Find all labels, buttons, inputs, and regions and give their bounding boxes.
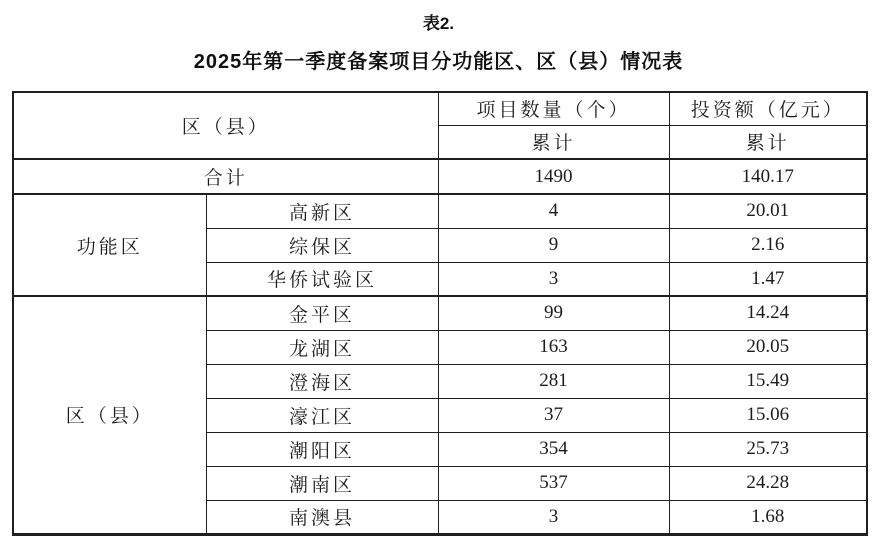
header-row-1 bbox=[13, 92, 867, 125]
projects-count-cell: 163 bbox=[438, 330, 669, 364]
page-title: 2025年第一季度备案项目分功能区、区（县）情况表 bbox=[193, 51, 684, 73]
total-projects-cell: 1490 bbox=[438, 159, 669, 194]
investment-amount-cell: 15.49 bbox=[669, 364, 867, 398]
district-name-cell: 龙湖区 bbox=[206, 330, 438, 364]
projects-count-cell: 9 bbox=[438, 228, 669, 262]
district-name-cell: 华侨试验区 bbox=[206, 262, 438, 296]
investment-amount-cell: 15.06 bbox=[669, 398, 867, 432]
projects-count-cell: 3 bbox=[438, 262, 669, 296]
investment-amount-cell: 20.05 bbox=[669, 330, 867, 364]
cumulative-subheader-cell: 累计 bbox=[438, 125, 669, 159]
projects-count-cell: 354 bbox=[438, 432, 669, 466]
district-name-cell: 高新区 bbox=[206, 194, 438, 228]
statistics-table bbox=[12, 91, 868, 536]
investment-amount-cell: 2.16 bbox=[669, 228, 867, 262]
projects-count-cell: 3 bbox=[438, 500, 669, 534]
total-label-cell: 合计 bbox=[13, 159, 438, 194]
projects-count-cell: 99 bbox=[438, 296, 669, 330]
investment-amount-cell: 1.68 bbox=[669, 500, 867, 534]
title-block bbox=[0, 0, 877, 74]
district-name-cell: 潮阳区 bbox=[206, 432, 438, 466]
investment-header-cell: 投资额（亿元） bbox=[669, 92, 867, 125]
investment-amount-cell: 20.01 bbox=[669, 194, 867, 228]
region-county-header-cell: 区（县） bbox=[13, 92, 438, 159]
investment-amount-cell: 1.47 bbox=[669, 262, 867, 296]
projects-count-cell: 281 bbox=[438, 364, 669, 398]
group-label-cell: 区（县） bbox=[13, 296, 206, 534]
district-name-cell: 濠江区 bbox=[206, 398, 438, 432]
district-name-cell: 南澳县 bbox=[206, 500, 438, 534]
district-name-cell: 潮南区 bbox=[206, 466, 438, 500]
group-label-cell: 功能区 bbox=[13, 194, 206, 296]
projects-count-cell: 37 bbox=[438, 398, 669, 432]
district-name-cell: 澄海区 bbox=[206, 364, 438, 398]
district-name-cell: 综保区 bbox=[206, 228, 438, 262]
projects-count-cell: 4 bbox=[438, 194, 669, 228]
investment-amount-cell: 24.28 bbox=[669, 466, 867, 500]
projects-count-cell: 537 bbox=[438, 466, 669, 500]
project-count-header-cell: 项目数量（个） bbox=[438, 92, 669, 125]
district-name-cell: 金平区 bbox=[206, 296, 438, 330]
table-body bbox=[13, 159, 867, 534]
table-row bbox=[13, 194, 867, 228]
total-row bbox=[13, 159, 867, 194]
total-investment-cell: 140.17 bbox=[669, 159, 867, 194]
investment-amount-cell: 25.73 bbox=[669, 432, 867, 466]
investment-amount-cell: 14.24 bbox=[669, 296, 867, 330]
table-row bbox=[13, 296, 867, 330]
cumulative-subheader-cell: 累计 bbox=[669, 125, 867, 159]
table-number-title: 表2. bbox=[422, 14, 455, 33]
